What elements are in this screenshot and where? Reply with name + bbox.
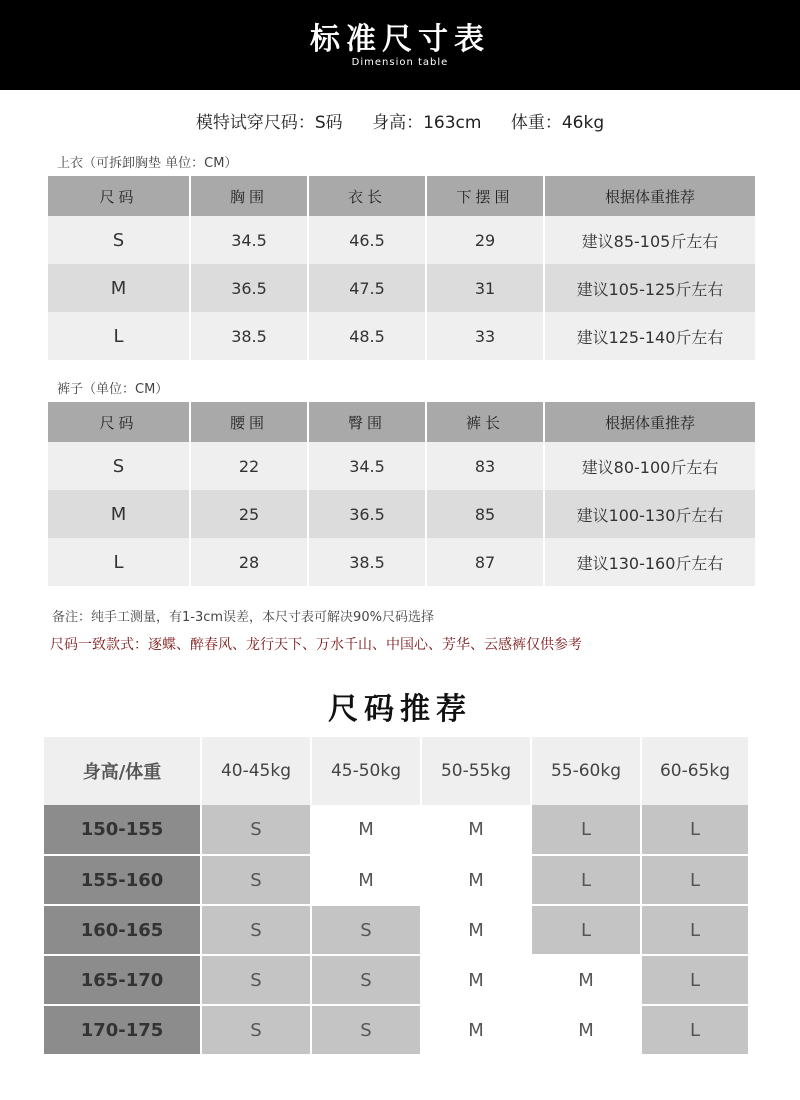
table-cell: 46.5 (308, 216, 426, 264)
height-row-header: 160-165 (44, 905, 201, 955)
column-header: 根据体重推荐 (544, 402, 755, 442)
size-cell: M (421, 905, 531, 955)
table-cell: 48.5 (308, 312, 426, 360)
table-row (48, 538, 755, 586)
size-cell: S (311, 905, 421, 955)
size-cell: L (531, 805, 641, 855)
size-cell: S (201, 855, 311, 905)
column-header: 尺码 (48, 402, 190, 442)
height-row-header: 150-155 (44, 805, 201, 855)
size-cell: M (421, 855, 531, 905)
size-cell: S (201, 955, 311, 1005)
table-cell: 38.5 (308, 538, 426, 586)
size-cell: M (531, 1005, 641, 1055)
table-row (44, 955, 749, 1005)
size-cell: L (531, 905, 641, 955)
table-cell: 29 (426, 216, 544, 264)
table-cell: 83 (426, 442, 544, 490)
height-row-header: 155-160 (44, 855, 201, 905)
size-cell: S (201, 805, 311, 855)
column-header: 腰围 (190, 402, 308, 442)
column-header: 臀围 (308, 402, 426, 442)
recommend-header-row (44, 737, 749, 805)
table-row (44, 805, 749, 855)
size-recommend-table (44, 737, 750, 1056)
size-cell: S (201, 1005, 311, 1055)
size-cell: L (531, 855, 641, 905)
size-cell: M (421, 1005, 531, 1055)
model-height: 身高：163cm (372, 113, 482, 133)
size-cell: M (311, 805, 421, 855)
table-cell: 85 (426, 490, 544, 538)
corner-header: 身高/体重 (44, 737, 201, 805)
table-cell: S (48, 216, 190, 264)
table-row (44, 1005, 749, 1055)
weight-column-header: 50-55kg (421, 737, 531, 805)
model-info (0, 108, 800, 133)
table-cell: 33 (426, 312, 544, 360)
header-banner (0, 0, 800, 90)
size-cell: L (641, 1005, 749, 1055)
table-cell: 28 (190, 538, 308, 586)
size-cell: S (311, 955, 421, 1005)
top-table-header (48, 176, 755, 216)
table-row (48, 264, 755, 312)
weight-column-header: 60-65kg (641, 737, 749, 805)
size-cell: M (311, 855, 421, 905)
top-section-label: 上衣（可拆卸胸垫 单位：CM） (57, 156, 238, 171)
table-cell: 34.5 (308, 442, 426, 490)
table-cell: L (48, 312, 190, 360)
table-cell: 建议100-130斤左右 (544, 490, 755, 538)
size-cell: L (641, 805, 749, 855)
page-title: 标准尺寸表 (310, 22, 490, 57)
table-cell: 38.5 (190, 312, 308, 360)
column-header: 尺码 (48, 176, 190, 216)
table-row (44, 905, 749, 955)
pants-table-header (48, 402, 755, 442)
height-row-header: 170-175 (44, 1005, 201, 1055)
measurement-note: 备注：纯手工测量，有1-3cm误差，本尺寸表可解决90%尺码选择 (52, 610, 434, 625)
size-cell: S (201, 905, 311, 955)
weight-column-header: 40-45kg (201, 737, 311, 805)
matching-styles-note: 尺码一致款式：逐蝶、醉春风、龙行天下、万水千山、中国心、芳华、云感裤仅供参考 (50, 637, 582, 653)
table-cell: 87 (426, 538, 544, 586)
table-cell: M (48, 490, 190, 538)
table-cell: 建议80-100斤左右 (544, 442, 755, 490)
table-row (48, 216, 755, 264)
table-cell: S (48, 442, 190, 490)
height-row-header: 165-170 (44, 955, 201, 1005)
column-header: 裤长 (426, 402, 544, 442)
table-cell: 22 (190, 442, 308, 490)
size-cell: M (421, 955, 531, 1005)
table-cell: 36.5 (190, 264, 308, 312)
table-cell: 建议125-140斤左右 (544, 312, 755, 360)
pants-section-label: 裤子（单位：CM） (57, 382, 169, 397)
size-cell: M (531, 955, 641, 1005)
model-size: 模特试穿尺码：S码 (195, 113, 343, 133)
table-cell: 25 (190, 490, 308, 538)
column-header: 下摆围 (426, 176, 544, 216)
size-cell: S (311, 1005, 421, 1055)
table-cell: 建议130-160斤左右 (544, 538, 755, 586)
table-cell: 47.5 (308, 264, 426, 312)
table-cell: 建议85-105斤左右 (544, 216, 755, 264)
table-cell: M (48, 264, 190, 312)
table-row (48, 312, 755, 360)
table-row (48, 442, 755, 490)
table-row (48, 490, 755, 538)
column-header: 衣长 (308, 176, 426, 216)
table-cell: 建议105-125斤左右 (544, 264, 755, 312)
size-cell: L (641, 905, 749, 955)
weight-column-header: 55-60kg (531, 737, 641, 805)
page-subtitle: Dimension table (351, 57, 449, 68)
size-cell: M (421, 805, 531, 855)
size-cell: L (641, 955, 749, 1005)
pants-size-table (48, 402, 755, 586)
top-size-table (48, 176, 755, 360)
model-weight: 体重：46kg (510, 113, 605, 133)
size-cell: L (641, 855, 749, 905)
table-row (44, 855, 749, 905)
column-header: 根据体重推荐 (544, 176, 755, 216)
table-cell: 36.5 (308, 490, 426, 538)
table-cell: 31 (426, 264, 544, 312)
table-cell: L (48, 538, 190, 586)
weight-column-header: 45-50kg (311, 737, 421, 805)
recommend-title: 尺码推荐 (328, 692, 472, 727)
table-cell: 34.5 (190, 216, 308, 264)
column-header: 胸围 (190, 176, 308, 216)
